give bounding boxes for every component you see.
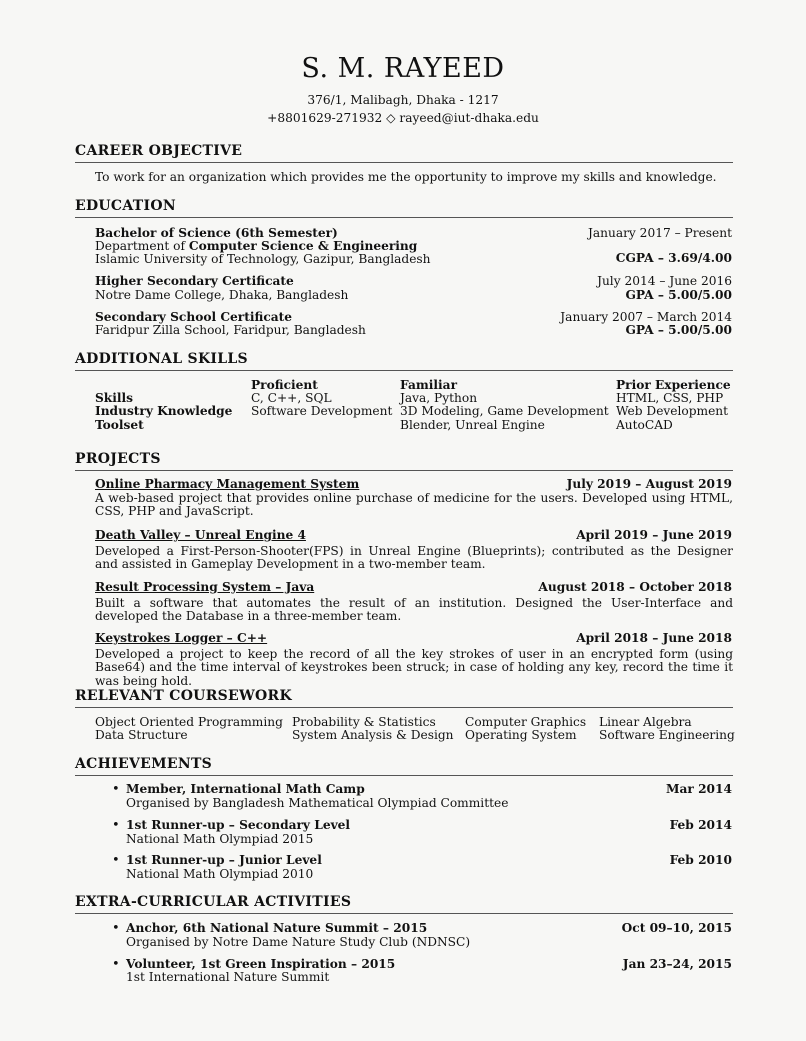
education-school: Notre Dame College, Dhaka, Bangladesh	[95, 288, 349, 302]
section-title-education: EDUCATION	[75, 198, 176, 214]
activity-subtitle: Organised by Notre Dame Nature Study Club (NDNSC)	[126, 935, 471, 949]
project-date: April 2019 – June 2019	[576, 528, 732, 542]
section-title-achievements: ACHIEVEMENTS	[75, 756, 213, 772]
activity-date: Oct 09–10, 2015	[621, 921, 732, 935]
education-date: July 2014 – June 2016	[597, 274, 732, 288]
project-date: July 2019 – August 2019	[566, 477, 732, 491]
section-divider	[75, 370, 733, 371]
education-grade: GPA – 5.00/5.00	[625, 323, 732, 337]
course-item: Computer Graphics	[465, 715, 587, 729]
education-degree: Higher Secondary Certificate	[95, 274, 294, 288]
skills-cell: C, C++, SQL	[251, 391, 332, 405]
bullet-icon: •	[112, 853, 120, 868]
skills-cell: AutoCAD	[616, 418, 673, 432]
activity-title: Anchor, 6th National Nature Summit – 2015	[126, 921, 428, 935]
education-school: Islamic University of Technology, Gazipur, Bangladesh	[95, 252, 431, 266]
activity-subtitle: 1st International Nature Summit	[126, 970, 330, 984]
education-date: January 2007 – March 2014	[560, 310, 732, 324]
section-title-projects: PROJECTS	[75, 451, 161, 467]
bullet-icon: •	[112, 782, 120, 797]
achievement-date: Mar 2014	[666, 782, 732, 796]
achievement-subtitle: Organised by Bangladesh Mathematical Olympiad Committee	[126, 796, 509, 810]
section-title-extracurricular: EXTRA-CURRICULAR ACTIVITIES	[75, 894, 352, 910]
achievement-date: Feb 2014	[669, 818, 732, 832]
bullet-icon: •	[112, 921, 120, 936]
skills-row-label: Skills	[95, 391, 133, 405]
education-grade: GPA – 5.00/5.00	[625, 288, 732, 302]
education-department: Department of Computer Science & Engineering	[95, 239, 418, 253]
project-name: Death Valley – Unreal Engine 4	[95, 528, 306, 542]
bullet-icon: •	[112, 818, 120, 833]
course-item: Probability & Statistics	[292, 715, 436, 729]
achievement-title: 1st Runner-up – Secondary Level	[126, 818, 351, 832]
education-school: Faridpur Zilla School, Faridpur, Bangladesh	[95, 323, 366, 337]
project-description: Developed a project to keep the record of all the key strokes of user in an encrypted form (using Base64) and the time interval of keystrokes been struck; in case of holding any key, record the time it was being hold.	[95, 647, 733, 688]
address: 376/1, Malibagh, Dhaka - 1217	[307, 93, 499, 107]
achievement-subtitle: National Math Olympiad 2010	[126, 867, 314, 881]
education-grade: CGPA – 3.69/4.00	[615, 251, 732, 265]
skills-cell: 3D Modeling, Game Development	[400, 404, 609, 418]
skills-header-proficient: Proficient	[251, 378, 318, 392]
section-divider	[75, 913, 733, 914]
project-date: April 2018 – June 2018	[576, 631, 732, 645]
section-title-coursework: RELEVANT COURSEWORK	[75, 688, 292, 704]
education-degree: Bachelor of Science (6th Semester)	[95, 226, 338, 240]
section-title-career: CAREER OBJECTIVE	[75, 143, 243, 159]
skills-cell: Web Development	[616, 404, 729, 418]
skills-cell: Blender, Unreal Engine	[400, 418, 545, 432]
project-description: Built a software that automates the result of an institution. Designed the User-Interface and developed the Database in a three-member team.	[95, 596, 733, 624]
skills-row-label: Industry Knowledge	[95, 404, 233, 418]
skills-header-familiar: Familiar	[400, 378, 457, 392]
section-divider	[75, 707, 733, 708]
achievement-title: 1st Runner-up – Junior Level	[126, 853, 322, 867]
skills-cell: HTML, CSS, PHP	[616, 391, 724, 405]
project-description: Developed a First-Person-Shooter(FPS) in Unreal Engine (Blueprints); contributed as the Designer and assisted in Gameplay Development in a two-member team.	[95, 544, 733, 572]
education-date: January 2017 – Present	[587, 226, 732, 240]
candidate-name: S. M. RAYEED	[301, 53, 505, 84]
bullet-icon: •	[112, 957, 120, 972]
achievement-title: Member, International Math Camp	[126, 782, 365, 796]
project-date: August 2018 – October 2018	[538, 580, 732, 594]
project-name: Result Processing System – Java	[95, 580, 315, 594]
project-name: Keystrokes Logger – C++	[95, 631, 268, 645]
career-objective-text: To work for an organization which provides me the opportunity to improve my skills and knowledge.	[95, 170, 717, 184]
section-divider	[75, 775, 733, 776]
skills-row-label: Toolset	[95, 418, 144, 432]
course-item: Object Oriented Programming	[95, 715, 283, 729]
achievement-date: Feb 2010	[669, 853, 732, 867]
section-title-skills: ADDITIONAL SKILLS	[75, 351, 248, 367]
education-degree: Secondary School Certificate	[95, 310, 293, 324]
section-divider	[75, 162, 733, 163]
course-item: Software Engineering	[599, 728, 735, 742]
skills-cell: Software Development	[251, 404, 393, 418]
skills-header-prior: Prior Experience	[616, 378, 731, 392]
contact-info: +8801629-271932 ◇ rayeed@iut-dhaka.edu	[267, 111, 539, 125]
course-item: Linear Algebra	[599, 715, 692, 729]
course-item: Operating System	[465, 728, 577, 742]
activity-date: Jan 23–24, 2015	[622, 957, 732, 971]
course-item: Data Structure	[95, 728, 188, 742]
section-divider	[75, 470, 733, 471]
skills-cell: Java, Python	[400, 391, 478, 405]
project-name: Online Pharmacy Management System	[95, 477, 360, 491]
achievement-subtitle: National Math Olympiad 2015	[126, 832, 314, 846]
project-description: A web-based project that provides online purchase of medicine for the users. Developed using HTML, CSS, PHP and JavaScript.	[95, 491, 733, 519]
section-divider	[75, 217, 733, 218]
activity-title: Volunteer, 1st Green Inspiration – 2015	[126, 957, 396, 971]
course-item: System Analysis & Design	[292, 728, 454, 742]
